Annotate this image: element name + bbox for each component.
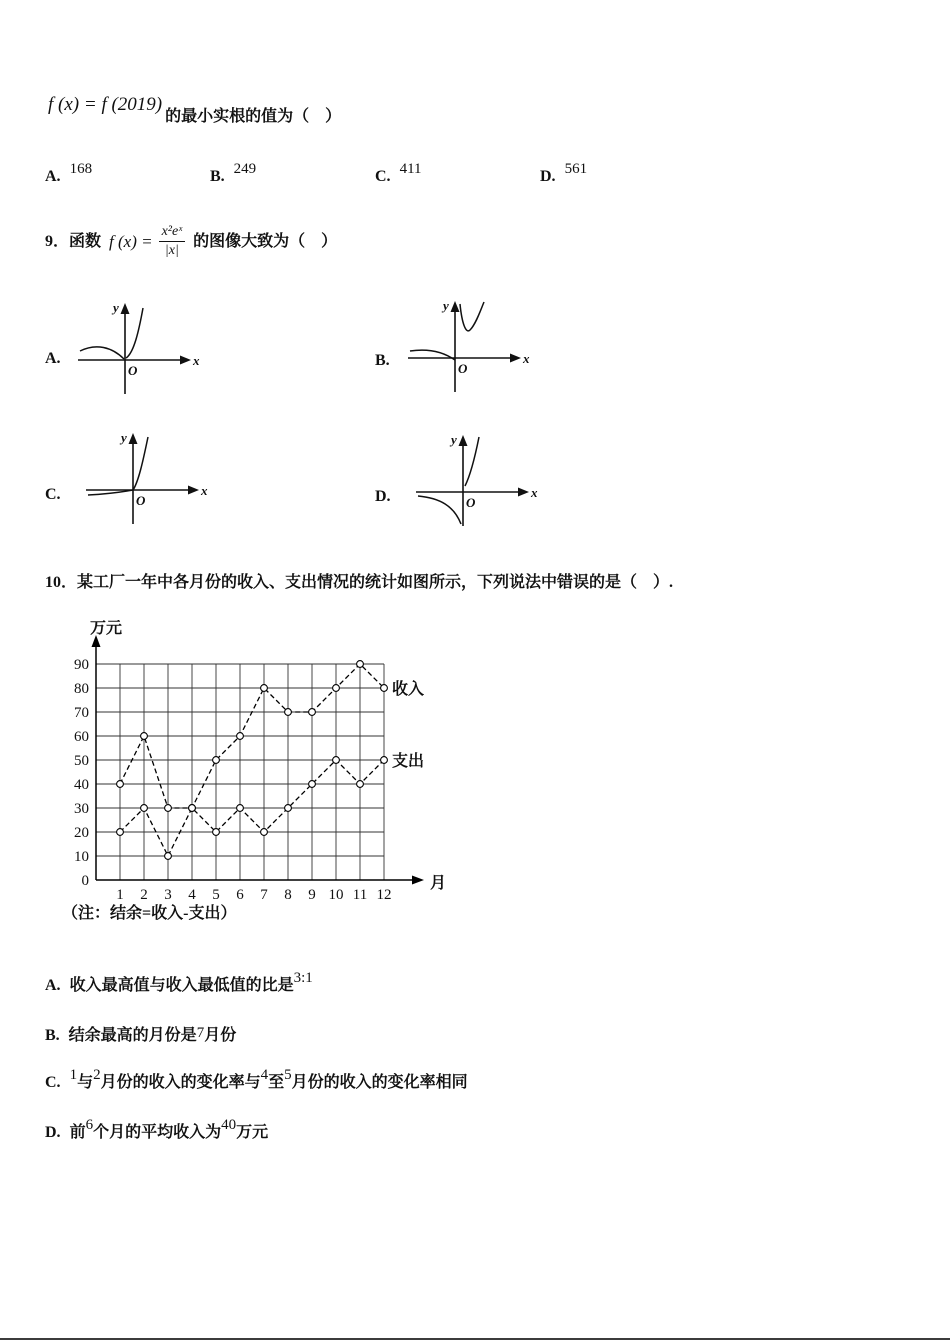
y-tick-label: 30 [74,801,89,817]
q8-formula: f (x) = f (2019) [48,94,163,115]
x-tick-label: 12 [376,887,392,903]
data-point [117,781,124,788]
q10-option-c [45,1067,468,1094]
y-tick-label: 10 [74,849,89,865]
q9-graph-label-b: B. [375,352,390,369]
option-text: 月份的收入的变化率相同 [291,1074,468,1091]
x-axis-arrow [518,488,529,497]
x-axis-arrow [180,356,191,365]
origin-label: O [466,495,476,510]
option-value: 1 [69,1067,78,1083]
function-curve [126,308,143,358]
x-axis-label: x [201,483,208,498]
data-point [237,733,244,740]
q9-numerator: x²eˣ [161,224,183,239]
q10-stem: 10．某工厂一年中各月份的收入、支出情况的统计如图所示，下列说法中错误的是（ ）. [45,574,674,591]
option-text: 前 [69,1124,86,1141]
x-tick-label: 11 [352,887,368,903]
function-curve [133,437,148,490]
q8-option-b [210,161,257,186]
y-tick-label: 40 [74,777,89,793]
data-point [333,757,340,764]
x-tick-label: 6 [236,887,244,903]
option-value: 249 [233,161,257,177]
option-value: 6 [85,1117,94,1133]
data-point [261,685,268,692]
origin-label: O [128,363,138,378]
x-tick-label: 9 [308,887,316,903]
q9-fraction [159,224,186,259]
function-curve [460,302,484,331]
q9-graph-b [400,296,535,401]
y-tick-label: 90 [74,657,89,673]
option-label: C. [45,1074,61,1091]
data-point [381,685,388,692]
series-label-收入: 收入 [392,681,425,698]
data-point [309,781,316,788]
fraction-bar [159,241,186,242]
function-curve [418,496,461,524]
q9-graph-label-c: C. [45,486,61,503]
option-value: 5 [284,1067,292,1083]
data-point [213,829,220,836]
page-bottom-edge [0,1338,950,1340]
y-axis-arrow [451,301,460,312]
q9-denominator: |x| [164,243,179,259]
data-point [357,781,364,788]
option-label: B. [45,1027,60,1044]
origin-label: O [458,361,468,376]
x-tick-label: 10 [328,887,344,903]
data-point [141,733,148,740]
data-point [141,805,148,812]
series-label-支出: 支出 [392,753,425,770]
y-axis-label: y [121,430,127,445]
q10-option-b [45,1025,236,1047]
q9-graph-d [408,430,543,535]
data-point [381,757,388,764]
function-curve [465,437,479,486]
x-axis-label: x [193,353,200,368]
option-text: 至 [268,1074,285,1091]
x-axis-unit-label: 月 [430,875,447,892]
y-tick-label: 20 [74,825,89,841]
y-axis-arrow [129,433,138,444]
option-text: 结余最高的月份是 [68,1027,197,1044]
y-tick-label: 50 [74,753,89,769]
y-axis-label: y [443,298,449,313]
chart-note: （注：结余=收入-支出） [62,905,237,922]
x-tick-label: 5 [212,887,220,903]
y-tick-label: 60 [74,729,89,745]
origin-label: O [136,493,146,508]
q9-graph-label-a: A. [45,350,61,367]
option-text: 收入最高值与收入最低值的比是 [69,977,294,994]
q8-stem-text: 的最小实根的值为（ ） [165,108,342,125]
option-text: 个月的平均收入为 [93,1124,222,1141]
x-axis-arrow [412,876,424,885]
option-text: 月份的收入的变化率与 [100,1074,261,1091]
q8-options-row [0,161,950,198]
option-label: B. [210,168,225,185]
q10-option-d [45,1117,269,1144]
option-label: A. [45,977,61,994]
option-value: 2 [93,1067,101,1083]
data-point [285,805,292,812]
option-label: C. [375,168,391,185]
y-axis-arrow [121,303,130,314]
option-label: D. [540,168,556,185]
y-axis-label: y [113,300,119,315]
option-text: 万元 [236,1124,269,1141]
data-point [165,805,172,812]
function-curve [80,347,124,359]
data-point [165,853,172,860]
data-point [237,805,244,812]
x-tick-label: 7 [260,887,268,903]
q8-option-d [540,161,588,186]
x-axis-label: x [531,485,538,500]
q9-graph-a [70,298,205,403]
x-tick-label: 3 [164,887,172,903]
data-point [357,661,364,668]
option-text: 月份 [204,1027,237,1044]
option-value: 4 [260,1067,269,1083]
data-point [213,757,220,764]
q9-stem [45,224,337,259]
option-label: A. [45,168,61,185]
q9-fx: f (x) = [109,231,153,251]
y-tick-label: 80 [74,681,89,697]
y-axis-arrow [459,435,468,446]
option-label: D. [45,1124,61,1141]
y-axis-unit-label: 万元 [90,620,123,637]
option-value: 3:1 [293,970,313,986]
x-axis-label: x [523,351,530,366]
x-tick-label: 2 [140,887,148,903]
y-tick-label: 0 [81,873,89,889]
option-value: 7 [196,1025,205,1041]
q10-option-a [45,970,313,997]
data-point [309,709,316,716]
data-point [189,805,196,812]
q9-stem-tail: 的图像大致为（ ） [193,232,338,250]
data-point [285,709,292,716]
q9-graph-c [78,428,213,533]
income-expense-chart [46,620,476,912]
q8-stem [48,94,341,128]
data-point [261,829,268,836]
x-tick-label: 1 [116,887,124,903]
y-tick-label: 70 [74,705,89,721]
x-tick-label: 4 [188,887,196,903]
x-axis-arrow [188,486,199,495]
option-value: 168 [69,161,93,177]
q9-number-prefix: 9．函数 [45,232,102,250]
data-point [117,829,124,836]
y-axis-label: y [451,432,457,447]
x-tick-label: 8 [284,887,292,903]
data-point [333,685,340,692]
x-axis-arrow [510,354,521,363]
q8-option-c [375,161,422,186]
q8-option-a [45,161,93,186]
option-value: 40 [221,1117,237,1133]
q9-graph-label-d: D. [375,488,391,505]
option-text: 与 [77,1074,94,1091]
option-value: 411 [399,161,422,177]
option-value: 561 [564,161,588,177]
